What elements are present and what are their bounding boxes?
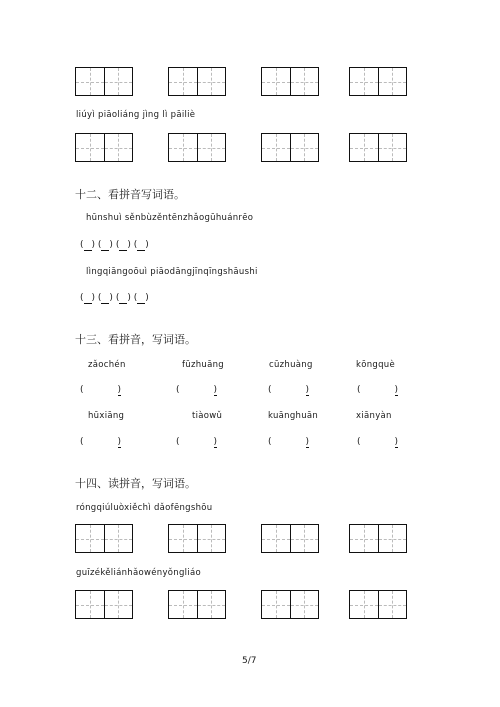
pinyin-word: cūzhuàng	[269, 360, 313, 370]
writing-grid[interactable]	[168, 67, 226, 96]
pinyin-word: fūzhuāng	[182, 360, 225, 370]
pinyin-line: lìngqiāngoōuì piāodāngjīnqīngshāushi	[86, 267, 258, 277]
pinyin-line: liúyì piāoliáng jìng lì pāiliè	[76, 110, 196, 120]
page-number: 5/7	[242, 656, 257, 666]
answer-blanks[interactable]: ( ) ( ) ( ) ( )	[80, 240, 149, 250]
pinyin-line: róngqiúluòxiěchì dǎofēngshōu	[76, 503, 213, 513]
writing-grid[interactable]	[349, 590, 407, 619]
writing-grid[interactable]	[75, 67, 133, 96]
writing-grid[interactable]	[168, 133, 226, 162]
pinyin-word: xiānyàn	[356, 411, 392, 421]
writing-grid[interactable]	[349, 524, 407, 553]
answer-blank[interactable]: ( )	[268, 385, 310, 395]
pinyin-word: hūxiāng	[88, 411, 125, 421]
writing-grid[interactable]	[261, 590, 319, 619]
pinyin-word: kōngquè	[356, 360, 396, 370]
answer-blank[interactable]: ( )	[357, 437, 399, 447]
pinyin-word: kuānghuān	[268, 411, 319, 421]
section-14-heading: 十四、读拼音，写词语。	[75, 477, 196, 490]
writing-grid[interactable]	[349, 67, 407, 96]
pinyin-word: tiàowǔ	[192, 411, 223, 421]
writing-grid[interactable]	[261, 133, 319, 162]
answer-blank[interactable]: ( )	[268, 437, 310, 447]
pinyin-line: guīzékěliánhǎowényǒngliáo	[76, 568, 202, 578]
writing-grid[interactable]	[349, 133, 407, 162]
pinyin-word: zǎochén	[88, 360, 126, 370]
section-13-heading: 十三、看拼音，写词语。	[75, 333, 196, 346]
writing-grid[interactable]	[168, 524, 226, 553]
writing-grid[interactable]	[168, 590, 226, 619]
writing-grid[interactable]	[75, 524, 133, 553]
answer-blank[interactable]: ( )	[176, 385, 218, 395]
writing-grid[interactable]	[261, 67, 319, 96]
answer-blank[interactable]: ( )	[80, 385, 122, 395]
writing-grid[interactable]	[75, 133, 133, 162]
answer-blank[interactable]: ( )	[357, 385, 399, 395]
section-12-heading: 十二、看拼音写词语。	[75, 188, 185, 201]
pinyin-line: hūnshuì sěnbùzěntēnzhǎoɡūhuánrēo	[86, 213, 254, 223]
answer-blank[interactable]: ( )	[80, 437, 122, 447]
answer-blank[interactable]: ( )	[176, 437, 218, 447]
answer-blanks[interactable]: ( ) ( ) ( ) ( )	[80, 293, 149, 303]
writing-grid[interactable]	[75, 590, 133, 619]
writing-grid[interactable]	[261, 524, 319, 553]
